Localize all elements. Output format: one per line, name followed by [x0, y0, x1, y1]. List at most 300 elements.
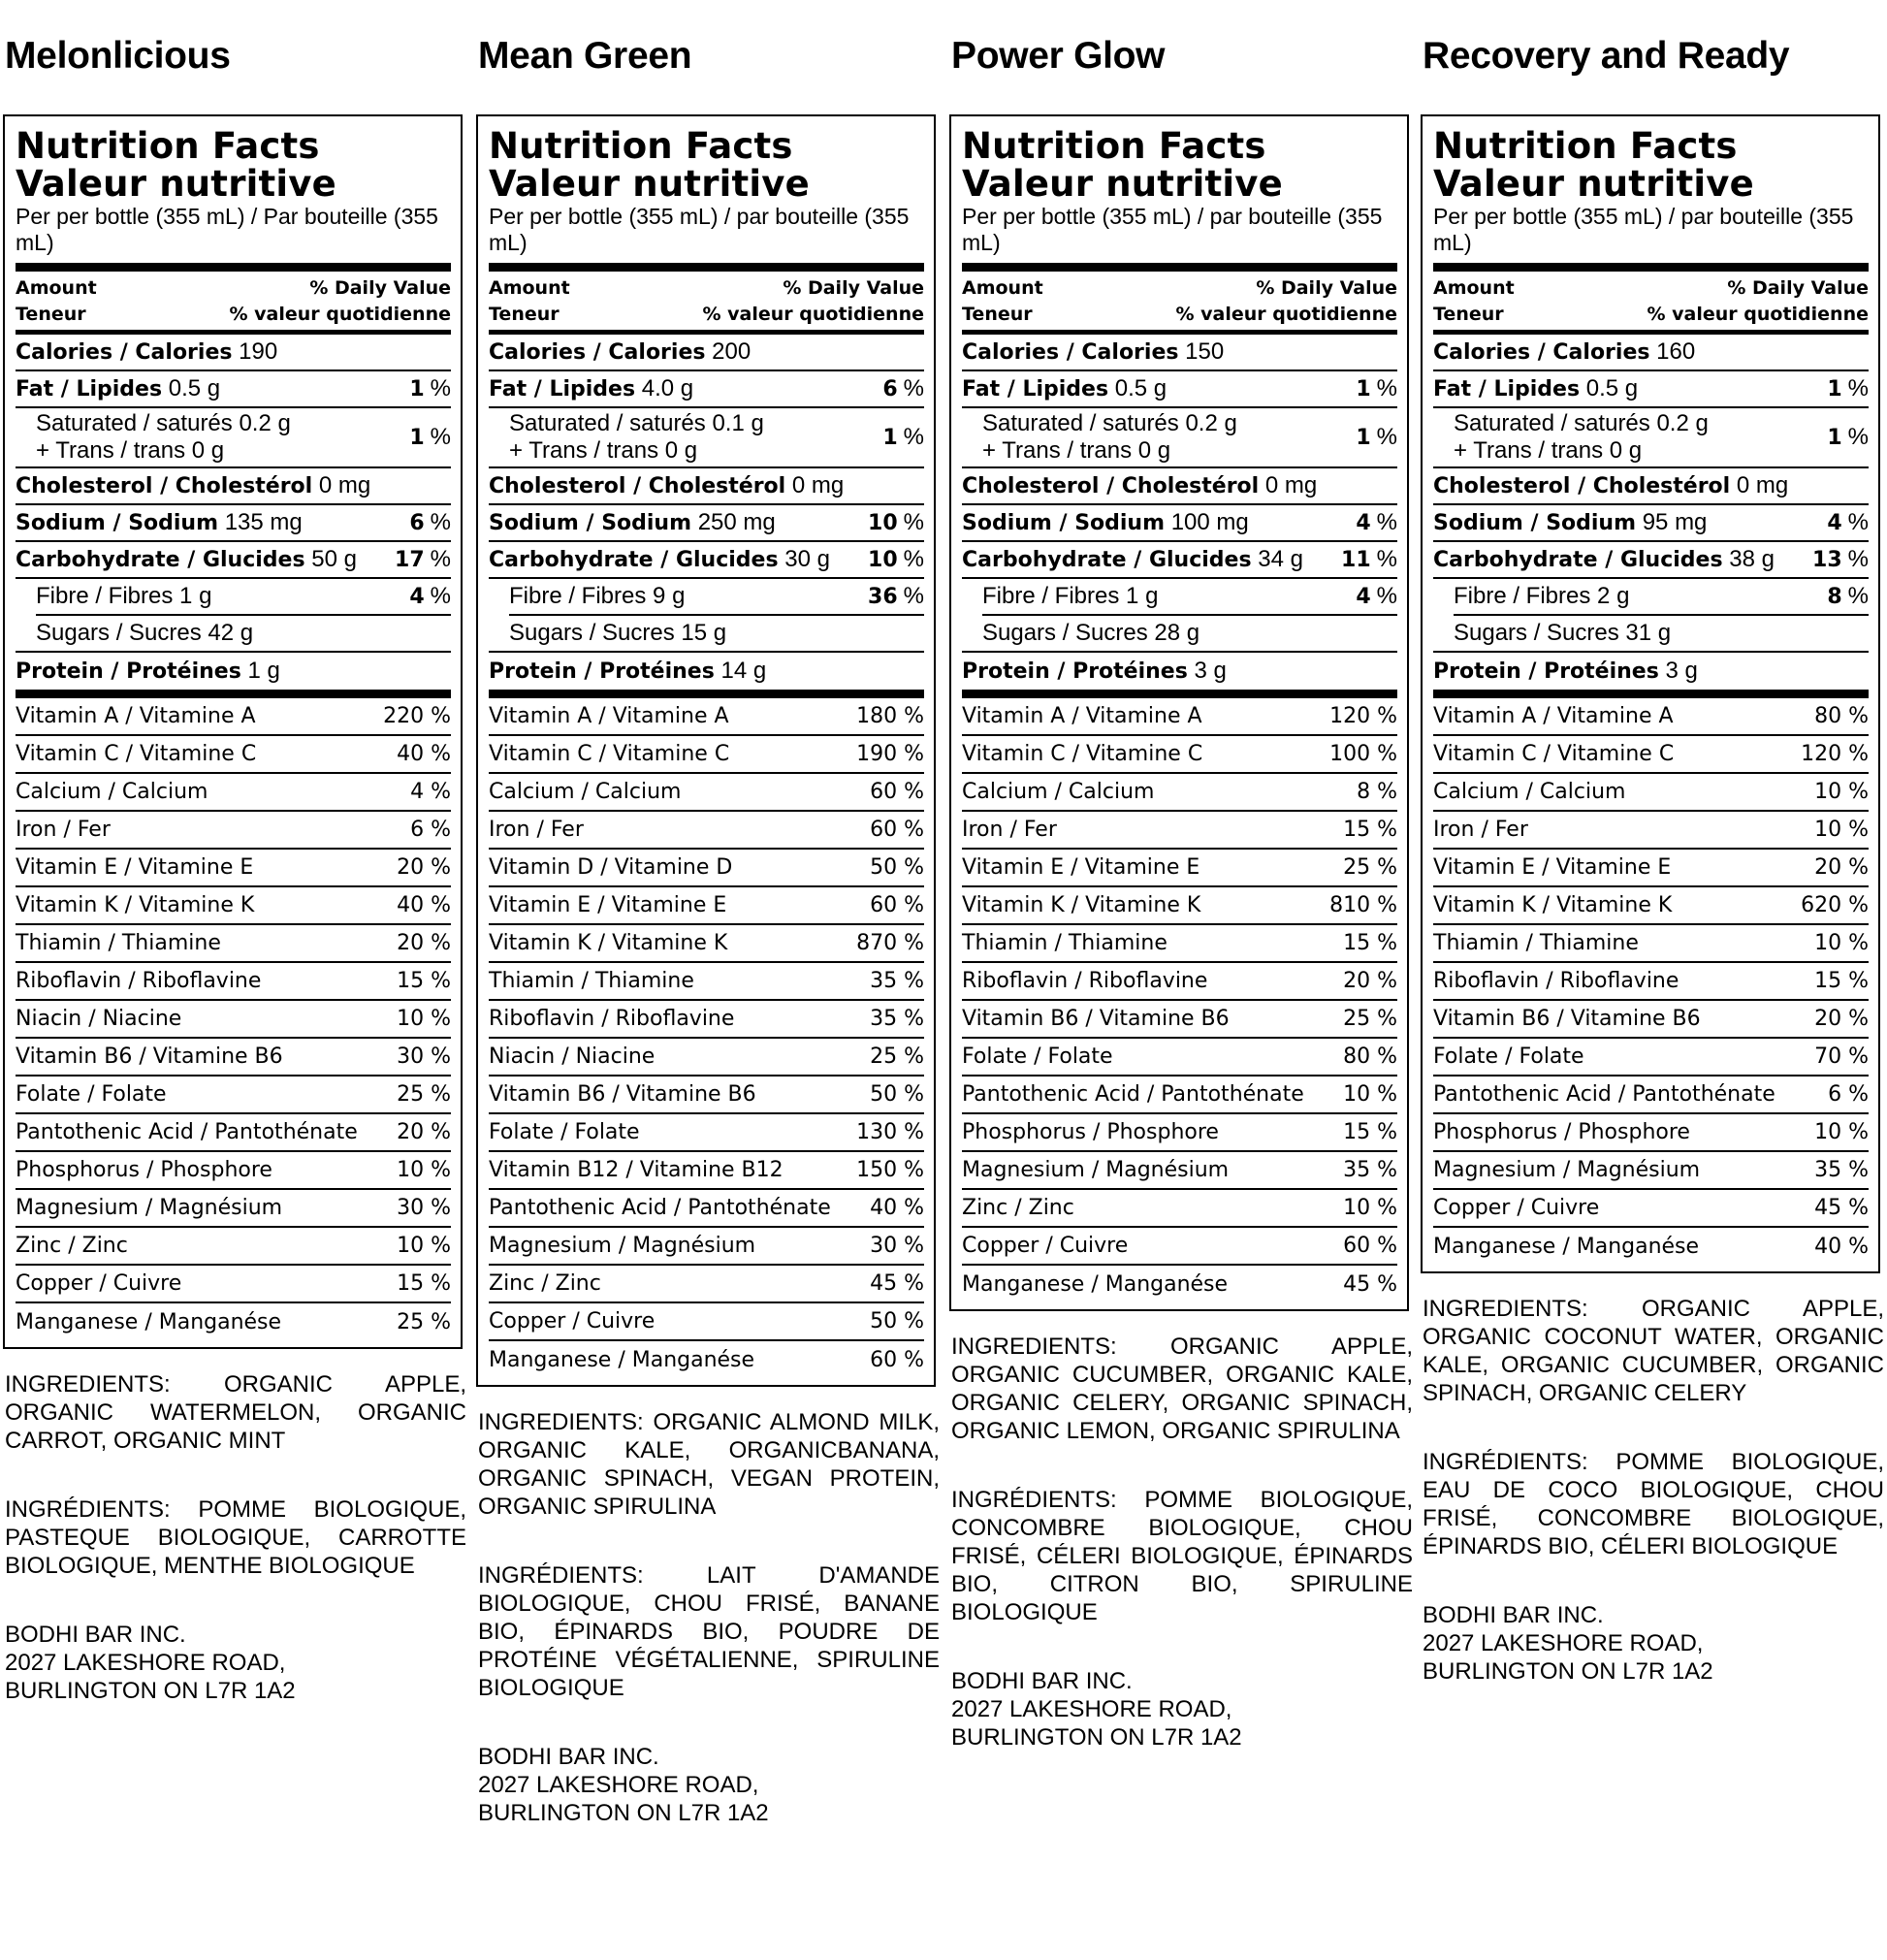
vitamin-row: [489, 963, 924, 1001]
fat-label: Fat / Lipides: [489, 377, 636, 402]
vitamin-row: [489, 1039, 924, 1076]
vitamin-row: [1433, 1076, 1869, 1114]
fibre-dv: 36: [868, 585, 898, 609]
sodium-dv: 6: [409, 511, 425, 535]
vitamin-dv: 25 %: [1343, 1007, 1397, 1031]
vitamin-label: Vitamin B6 / Vitamine B6: [962, 1007, 1230, 1031]
vitamin-label: Vitamin B12 / Vitamine B12: [489, 1158, 784, 1182]
calories-label: Calories / Calories: [16, 340, 233, 365]
sodium-dv: 4: [1827, 511, 1842, 535]
vitamin-label: Vitamin C / Vitamine C: [16, 742, 257, 766]
calories-row: [489, 335, 924, 371]
saturated-trans-row: [1433, 408, 1869, 468]
fibre-value: 1 g: [179, 583, 212, 609]
fat-label: Fat / Lipides: [962, 377, 1109, 402]
company-city: BURLINGTON ON L7R 1A2: [5, 1678, 296, 1704]
thick-rule: [1433, 690, 1869, 698]
amount-label: Amount: [16, 277, 97, 299]
vitamin-label: Iron / Fer: [1433, 818, 1528, 842]
vitamin-dv: 60 %: [870, 893, 924, 917]
vitamin-dv: 30 %: [870, 1234, 924, 1258]
protein-value: 1 g: [247, 658, 280, 684]
carbohydrate-value: 50 g: [311, 546, 357, 572]
serving-size: Per per bottle (355 mL) / Par bouteille (355 mL): [16, 204, 438, 255]
percent-sign: %: [903, 546, 924, 572]
sat-trans-dv: 1: [409, 425, 425, 450]
serving-size: Per per bottle (355 mL) / par bouteille (355 mL): [1433, 204, 1854, 255]
vitamin-dv: 40 %: [397, 893, 451, 917]
vitamin-dv: 15 %: [1343, 931, 1397, 955]
sugars-row: [16, 616, 451, 653]
company-name: BODHI BAR INC.: [5, 1622, 186, 1648]
calories-value: 150: [1185, 338, 1225, 365]
amount-label: Amount: [1433, 277, 1515, 299]
vitamin-label: Magnesium / Magnésium: [1433, 1158, 1701, 1182]
vitamin-label: Copper / Cuivre: [1433, 1196, 1600, 1220]
company-name: BODHI BAR INC.: [478, 1744, 659, 1770]
vitamin-dv: 45 %: [1814, 1196, 1869, 1220]
nutrition-facts-title: Nutrition Facts: [489, 125, 793, 167]
vitamin-label: Calcium / Calcium: [1433, 780, 1626, 804]
calories-value: 200: [712, 338, 752, 365]
company-street: 2027 LAKESHORE ROAD,: [478, 1772, 759, 1798]
trans-value: 0 g: [1137, 437, 1171, 464]
vitamin-row: [962, 698, 1397, 736]
cholesterol-label: Cholesterol / Cholestérol: [962, 474, 1260, 498]
vitamin-label: Thiamin / Thiamine: [962, 931, 1167, 955]
company-address: [478, 1743, 940, 1827]
saturated-trans-row: [962, 408, 1397, 468]
vitamin-row: [16, 963, 451, 1001]
vitamin-row: [16, 1303, 451, 1341]
vitamin-label: Iron / Fer: [16, 818, 111, 842]
vitamin-dv: 150 %: [856, 1158, 924, 1182]
saturated-label: Saturated / saturés: [36, 410, 233, 436]
vitamin-dv: 80 %: [1814, 704, 1869, 728]
sodium-value: 250 mg: [697, 509, 776, 535]
vitamin-dv: 10 %: [1814, 818, 1869, 842]
vitamin-row: [962, 736, 1397, 774]
vitamin-row: [1433, 1039, 1869, 1076]
vitamin-label: Niacin / Niacine: [489, 1044, 656, 1069]
saturated-label: Saturated / saturés: [982, 410, 1179, 436]
valeur-nutritive-title: Valeur nutritive: [489, 163, 810, 205]
vitamin-dv: 80 %: [1343, 1044, 1397, 1069]
fat-dv: 1: [1356, 377, 1371, 402]
vitamin-row: [962, 887, 1397, 925]
vitamin-dv: 15 %: [1343, 818, 1397, 842]
vitamin-row: [962, 1152, 1397, 1190]
fibre-row: [982, 579, 1397, 616]
protein-label: Protein / Protéines: [16, 659, 241, 684]
saturated-value: 0.1 g: [712, 410, 764, 436]
vitamin-dv: 15 %: [397, 1271, 451, 1296]
vitamin-row: [16, 887, 451, 925]
sugars-label: Sugars / Sucres: [509, 620, 675, 646]
vitamin-label: Vitamin E / Vitamine E: [1433, 855, 1672, 880]
trans-label: + Trans / trans: [509, 437, 659, 464]
vitamin-label: Pantothenic Acid / Pantothénate: [1433, 1082, 1775, 1107]
vitamin-dv: 10 %: [397, 1007, 451, 1031]
vitamin-dv: 190 %: [856, 742, 924, 766]
carbohydrate-value: 30 g: [784, 546, 830, 572]
company-street: 2027 LAKESHORE ROAD,: [1423, 1630, 1704, 1656]
vitamin-label: Iron / Fer: [489, 818, 584, 842]
vitamin-dv: 25 %: [397, 1310, 451, 1334]
sodium-label: Sodium / Sodium: [962, 511, 1166, 535]
vitamin-label: Folate / Folate: [1433, 1044, 1584, 1069]
sodium-row: [16, 505, 451, 542]
carbohydrate-label: Carbohydrate / Glucides: [1433, 548, 1723, 572]
serving-size: Per per bottle (355 mL) / par bouteille (355 mL): [489, 204, 910, 255]
vitamin-row: [16, 1228, 451, 1266]
vitamin-row: [962, 774, 1397, 812]
vitamin-label: Phosphorus / Phosphore: [1433, 1120, 1690, 1144]
vitamin-row: [16, 850, 451, 887]
vitamin-row: [489, 736, 924, 774]
vitamin-label: Pantothenic Acid / Pantothénate: [16, 1120, 358, 1144]
vitamin-mineral-list: [962, 698, 1397, 1303]
ingredients-french: INGRÉDIENTS: POMME BIOLOGIQUE, PASTEQUE BIOLOGIQUE, CARROTTE BIOLOGIQUE, MENTHE BIOLOGIQUE: [5, 1496, 466, 1579]
thick-rule: [1433, 263, 1869, 272]
vitamin-dv: 60 %: [870, 818, 924, 842]
vitamin-label: Manganese / Manganése: [1433, 1235, 1700, 1259]
calories-row: [16, 335, 451, 371]
vitamin-dv: 70 %: [1814, 1044, 1869, 1069]
vitamin-row: [1433, 887, 1869, 925]
sodium-label: Sodium / Sodium: [489, 511, 692, 535]
protein-row: [16, 653, 451, 690]
vitamin-label: Calcium / Calcium: [489, 780, 682, 804]
calories-value: 190: [239, 338, 278, 365]
vitamin-row: [1433, 1190, 1869, 1228]
fat-row: [16, 371, 451, 408]
company-name: BODHI BAR INC.: [1423, 1602, 1604, 1628]
serving-size: Per per bottle (355 mL) / par bouteille (355 mL): [962, 204, 1383, 255]
calories-row: [1433, 335, 1869, 371]
sodium-value: 135 mg: [224, 509, 303, 535]
vitamin-dv: 35 %: [1343, 1158, 1397, 1182]
percent-sign: %: [1847, 546, 1869, 572]
vitamin-row: [1433, 1001, 1869, 1039]
protein-row: [962, 653, 1397, 690]
vitamin-row: [962, 963, 1397, 1001]
vitamin-mineral-list: [16, 698, 451, 1341]
vitamin-row: [16, 698, 451, 736]
percent-sign: %: [903, 583, 924, 609]
vitamin-dv: 25 %: [397, 1082, 451, 1107]
teneur-label: Teneur: [489, 304, 560, 325]
column-header: [16, 272, 451, 330]
vitamin-row: [489, 925, 924, 963]
vitamin-label: Vitamin E / Vitamine E: [489, 893, 727, 917]
thick-rule: [16, 263, 451, 272]
sodium-value: 95 mg: [1642, 509, 1708, 535]
ingredients-english: INGREDIENTS: ORGANIC APPLE, ORGANIC CUCUMBER, ORGANIC KALE, ORGANIC CELERY, ORGANIC SPINACH, ORGANIC LEMON, ORGANIC SPIRULINA: [951, 1333, 1413, 1444]
vitamin-dv: 15 %: [397, 969, 451, 993]
vitamin-row: [962, 1190, 1397, 1228]
valeur-quotidienne-label: % valeur quotidienne: [1647, 304, 1869, 325]
cholesterol-value: 0 mg: [1264, 472, 1318, 498]
vitamin-row: [16, 1076, 451, 1114]
vitamin-dv: 10 %: [1814, 1120, 1869, 1144]
protein-label: Protein / Protéines: [489, 659, 715, 684]
vitamin-dv: 45 %: [1343, 1272, 1397, 1297]
vitamin-row: [489, 1190, 924, 1228]
company-street: 2027 LAKESHORE ROAD,: [5, 1650, 286, 1676]
nutrition-facts-title: Nutrition Facts: [962, 125, 1266, 167]
valeur-nutritive-title: Valeur nutritive: [962, 163, 1283, 205]
sodium-label: Sodium / Sodium: [16, 511, 219, 535]
trans-value: 0 g: [664, 437, 698, 464]
saturated-label: Saturated / saturés: [1454, 410, 1650, 436]
carbohydrate-label: Carbohydrate / Glucides: [489, 548, 779, 572]
vitamin-label: Vitamin K / Vitamine K: [16, 893, 255, 917]
saturated-label: Saturated / saturés: [509, 410, 706, 436]
vitamin-row: [489, 698, 924, 736]
vitamin-label: Vitamin A / Vitamine A: [1433, 704, 1674, 728]
sodium-row: [1433, 505, 1869, 542]
percent-sign: %: [430, 509, 451, 535]
valeur-nutritive-title: Valeur nutritive: [16, 163, 336, 205]
company-city: BURLINGTON ON L7R 1A2: [951, 1724, 1242, 1751]
vitamin-label: Iron / Fer: [962, 818, 1057, 842]
fibre-label: Fibre / Fibres: [982, 583, 1120, 609]
calories-label: Calories / Calories: [1433, 340, 1650, 365]
cholesterol-row: [16, 468, 451, 505]
vitamin-dv: 20 %: [1814, 1007, 1869, 1031]
fibre-row: [509, 579, 924, 616]
vitamin-label: Riboflavin / Riboflavine: [489, 1007, 735, 1031]
calories-label: Calories / Calories: [962, 340, 1179, 365]
vitamin-row: [489, 850, 924, 887]
carbohydrate-row: [16, 542, 451, 579]
vitamin-dv: 10 %: [397, 1234, 451, 1258]
fat-row: [1433, 371, 1869, 408]
company-city: BURLINGTON ON L7R 1A2: [1423, 1658, 1713, 1685]
company-street: 2027 LAKESHORE ROAD,: [951, 1696, 1232, 1722]
cholesterol-label: Cholesterol / Cholestérol: [1433, 474, 1731, 498]
vitamin-label: Calcium / Calcium: [16, 780, 208, 804]
nutrition-facts-title: Nutrition Facts: [1433, 125, 1738, 167]
percent-sign: %: [903, 423, 924, 450]
sodium-label: Sodium / Sodium: [1433, 511, 1637, 535]
vitamin-dv: 10 %: [1343, 1082, 1397, 1107]
vitamin-row: [489, 1114, 924, 1152]
vitamin-dv: 35 %: [870, 1007, 924, 1031]
vitamin-label: Magnesium / Magnésium: [16, 1196, 283, 1220]
vitamin-row: [962, 1001, 1397, 1039]
teneur-label: Teneur: [1433, 304, 1504, 325]
sugars-label: Sugars / Sucres: [36, 620, 202, 646]
vitamin-label: Vitamin A / Vitamine A: [16, 704, 256, 728]
fat-row: [489, 371, 924, 408]
vitamin-row: [16, 774, 451, 812]
percent-sign: %: [1847, 583, 1869, 609]
vitamin-label: Zinc / Zinc: [489, 1271, 601, 1296]
vitamin-label: Phosphorus / Phosphore: [962, 1120, 1219, 1144]
vitamin-label: Vitamin C / Vitamine C: [1433, 742, 1675, 766]
trans-value: 0 g: [191, 437, 225, 464]
vitamin-dv: 15 %: [1814, 969, 1869, 993]
vitamin-dv: 100 %: [1329, 742, 1397, 766]
vitamin-row: [16, 1190, 451, 1228]
percent-sign: %: [1376, 423, 1397, 450]
saturated-value: 0.2 g: [1656, 410, 1709, 436]
vitamin-dv: 810 %: [1329, 893, 1397, 917]
vitamin-label: Copper / Cuivre: [489, 1309, 656, 1333]
sugars-value: 42 g: [208, 620, 254, 646]
daily-value-label: % Daily Value: [783, 277, 924, 299]
vitamin-dv: 8 %: [1357, 780, 1397, 804]
vitamin-label: Pantothenic Acid / Pantothénate: [489, 1196, 831, 1220]
vitamin-label: Copper / Cuivre: [962, 1234, 1129, 1258]
vitamin-row: [16, 925, 451, 963]
product-title: Recovery and Ready: [1423, 35, 1790, 77]
cholesterol-value: 0 mg: [318, 472, 371, 498]
vitamin-row: [962, 1076, 1397, 1114]
company-address: [1423, 1601, 1884, 1686]
vitamin-label: Riboflavin / Riboflavine: [1433, 969, 1679, 993]
amount-label: Amount: [962, 277, 1043, 299]
vitamin-dv: 120 %: [1329, 704, 1397, 728]
vitamin-row: [1433, 698, 1869, 736]
vitamin-label: Vitamin K / Vitamine K: [1433, 893, 1673, 917]
vitamin-row: [1433, 1228, 1869, 1266]
sodium-dv: 4: [1356, 511, 1371, 535]
vitamin-label: Copper / Cuivre: [16, 1271, 182, 1296]
vitamin-row: [489, 887, 924, 925]
fat-dv: 1: [1827, 377, 1842, 402]
sodium-row: [489, 505, 924, 542]
cholesterol-row: [962, 468, 1397, 505]
calories-label: Calories / Calories: [489, 340, 706, 365]
carbohydrate-label: Carbohydrate / Glucides: [962, 548, 1252, 572]
thick-rule: [16, 690, 451, 698]
fat-value: 0.5 g: [1114, 375, 1167, 402]
percent-sign: %: [1847, 423, 1869, 450]
fibre-dv: 4: [409, 585, 425, 609]
percent-sign: %: [430, 583, 451, 609]
vitamin-row: [962, 925, 1397, 963]
vitamin-row: [489, 774, 924, 812]
fat-dv: 6: [882, 377, 898, 402]
cholesterol-label: Cholesterol / Cholestérol: [16, 474, 313, 498]
vitamin-dv: 20 %: [397, 1120, 451, 1144]
product-title: Mean Green: [478, 35, 692, 77]
vitamin-row: [489, 812, 924, 850]
vitamin-dv: 35 %: [1814, 1158, 1869, 1182]
amount-label: Amount: [489, 277, 570, 299]
sodium-dv: 10: [868, 511, 898, 535]
vitamin-row: [16, 1001, 451, 1039]
sat-trans-dv: 1: [1356, 425, 1371, 450]
vitamin-dv: 130 %: [856, 1120, 924, 1144]
vitamin-label: Vitamin C / Vitamine C: [962, 742, 1203, 766]
sodium-value: 100 mg: [1170, 509, 1249, 535]
vitamin-label: Vitamin E / Vitamine E: [962, 855, 1200, 880]
vitamin-label: Phosphorus / Phosphore: [16, 1158, 272, 1182]
vitamin-row: [1433, 1152, 1869, 1190]
nutrition-facts-panel: [949, 114, 1409, 1311]
carbohydrate-row: [489, 542, 924, 579]
sugars-row: [1433, 616, 1869, 653]
vitamin-mineral-list: [489, 698, 924, 1379]
percent-sign: %: [430, 375, 451, 402]
trans-value: 0 g: [1609, 437, 1643, 464]
vitamin-label: Vitamin B6 / Vitamine B6: [16, 1044, 283, 1069]
fibre-dv: 4: [1356, 585, 1371, 609]
saturated-trans-row: [489, 408, 924, 468]
vitamin-label: Magnesium / Magnésium: [489, 1234, 756, 1258]
vitamin-row: [489, 1303, 924, 1341]
sugars-label: Sugars / Sucres: [1454, 620, 1619, 646]
vitamin-row: [962, 1114, 1397, 1152]
vitamin-dv: 120 %: [1801, 742, 1869, 766]
vitamin-dv: 4 %: [410, 780, 451, 804]
carbohydrate-value: 34 g: [1258, 546, 1303, 572]
carbohydrate-dv: 11: [1341, 548, 1371, 572]
vitamin-label: Vitamin K / Vitamine K: [962, 893, 1201, 917]
fibre-row: [1454, 579, 1869, 616]
vitamin-row: [962, 1039, 1397, 1076]
column-header: [1433, 272, 1869, 330]
fat-value: 4.0 g: [641, 375, 694, 402]
vitamin-dv: 220 %: [383, 704, 451, 728]
sugars-value: 28 g: [1154, 620, 1200, 646]
fibre-value: 1 g: [1126, 583, 1159, 609]
percent-sign: %: [430, 423, 451, 450]
vitamin-row: [489, 1266, 924, 1303]
vitamin-label: Thiamin / Thiamine: [16, 931, 221, 955]
vitamin-label: Manganese / Manganése: [489, 1348, 755, 1372]
cholesterol-value: 0 mg: [791, 472, 845, 498]
vitamin-dv: 6 %: [410, 818, 451, 842]
carbohydrate-dv: 17: [395, 548, 425, 572]
nutrition-facts-title: Nutrition Facts: [16, 125, 320, 167]
vitamin-label: Manganese / Manganése: [16, 1310, 282, 1334]
fat-label: Fat / Lipides: [1433, 377, 1581, 402]
vitamin-row: [16, 736, 451, 774]
company-name: BODHI BAR INC.: [951, 1668, 1133, 1694]
vitamin-row: [962, 850, 1397, 887]
vitamin-row: [489, 1152, 924, 1190]
percent-sign: %: [430, 546, 451, 572]
vitamin-label: Folate / Folate: [962, 1044, 1113, 1069]
fat-value: 0.5 g: [1585, 375, 1639, 402]
vitamin-label: Zinc / Zinc: [962, 1196, 1074, 1220]
carbohydrate-dv: 10: [868, 548, 898, 572]
vitamin-label: Riboflavin / Riboflavine: [962, 969, 1208, 993]
vitamin-dv: 10 %: [1814, 931, 1869, 955]
sat-trans-dv: 1: [882, 425, 898, 450]
trans-label: + Trans / trans: [982, 437, 1133, 464]
vitamin-dv: 40 %: [1814, 1235, 1869, 1259]
vitamin-dv: 30 %: [397, 1044, 451, 1069]
protein-value: 14 g: [720, 658, 767, 684]
vitamin-label: Folate / Folate: [16, 1082, 167, 1107]
ingredients-french: INGRÉDIENTS: LAIT D'AMANDE BIOLOGIQUE, CHOU FRISÉ, BANANE BIO, ÉPINARDS BIO, POUDRE DE PROTÉINE VÉGÉTALIENNE, SPIRULINE BIOLOGIQUE: [478, 1562, 940, 1701]
vitamin-dv: 50 %: [870, 855, 924, 880]
vitamin-dv: 35 %: [870, 969, 924, 993]
vitamin-dv: 40 %: [870, 1196, 924, 1220]
cholesterol-row: [1433, 468, 1869, 505]
nutrition-facts-panel: [1421, 114, 1880, 1273]
vitamin-dv: 10 %: [397, 1158, 451, 1182]
vitamin-row: [1433, 812, 1869, 850]
daily-value-label: % Daily Value: [309, 277, 451, 299]
vitamin-dv: 50 %: [870, 1082, 924, 1107]
